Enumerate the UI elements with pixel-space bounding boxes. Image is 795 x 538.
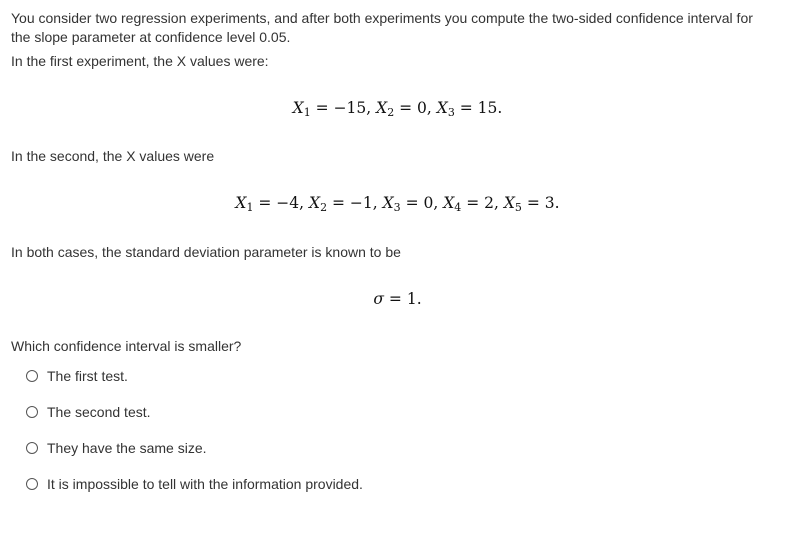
- question-prompt: Which confidence interval is smaller?: [11, 338, 242, 354]
- first-x1-value: −15: [333, 99, 367, 117]
- radio-button[interactable]: [26, 370, 38, 382]
- sigma-value: 1: [406, 290, 417, 308]
- option-same-size[interactable]: [26, 438, 363, 458]
- radio-button[interactable]: [26, 478, 38, 490]
- option-second-test[interactable]: [26, 402, 363, 422]
- answer-options: [26, 366, 363, 510]
- option-label: They have the same size.: [47, 440, 207, 456]
- radio-button[interactable]: [26, 442, 38, 454]
- option-first-test[interactable]: [26, 366, 363, 386]
- question-intro: You consider two regression experiments, and after both experiments you compute the two-sided confidence interval for the slope parameter at confidence level 0.05.: [11, 10, 753, 45]
- option-impossible-to-tell[interactable]: [26, 474, 363, 494]
- first-experiment-intro: In the first experiment, the X values were:: [11, 53, 269, 69]
- second-x3-value: 0: [423, 194, 434, 212]
- second-experiment-intro: In the second, the X values were: [11, 148, 215, 164]
- second-x1-value: −4: [276, 194, 300, 212]
- sigma-intro: In both cases, the standard deviation parameter is known to be: [11, 244, 401, 260]
- first-x3-value: 15: [477, 99, 498, 117]
- second-x-values-equation: $X_1 = -4$, $X_2 = -1$, $X_3 = 0$, $X_4 = 2$, $X_5 = 3$.: [235, 194, 560, 214]
- second-x2-value: −1: [349, 194, 373, 212]
- first-x-values-equation: $X_1 = -15$, $X_2 = 0$, $X_3 = 15$.: [292, 99, 503, 119]
- radio-button[interactable]: [26, 406, 38, 418]
- option-label: The second test.: [47, 404, 151, 420]
- second-x5-value: 3: [544, 194, 555, 212]
- option-label: The first test.: [47, 368, 128, 384]
- sigma-equation: σ = 1.: [373, 290, 422, 308]
- second-x4-value: 2: [484, 194, 495, 212]
- option-label: It is impossible to tell with the information provided.: [47, 476, 363, 492]
- first-x2-value: 0: [417, 99, 427, 117]
